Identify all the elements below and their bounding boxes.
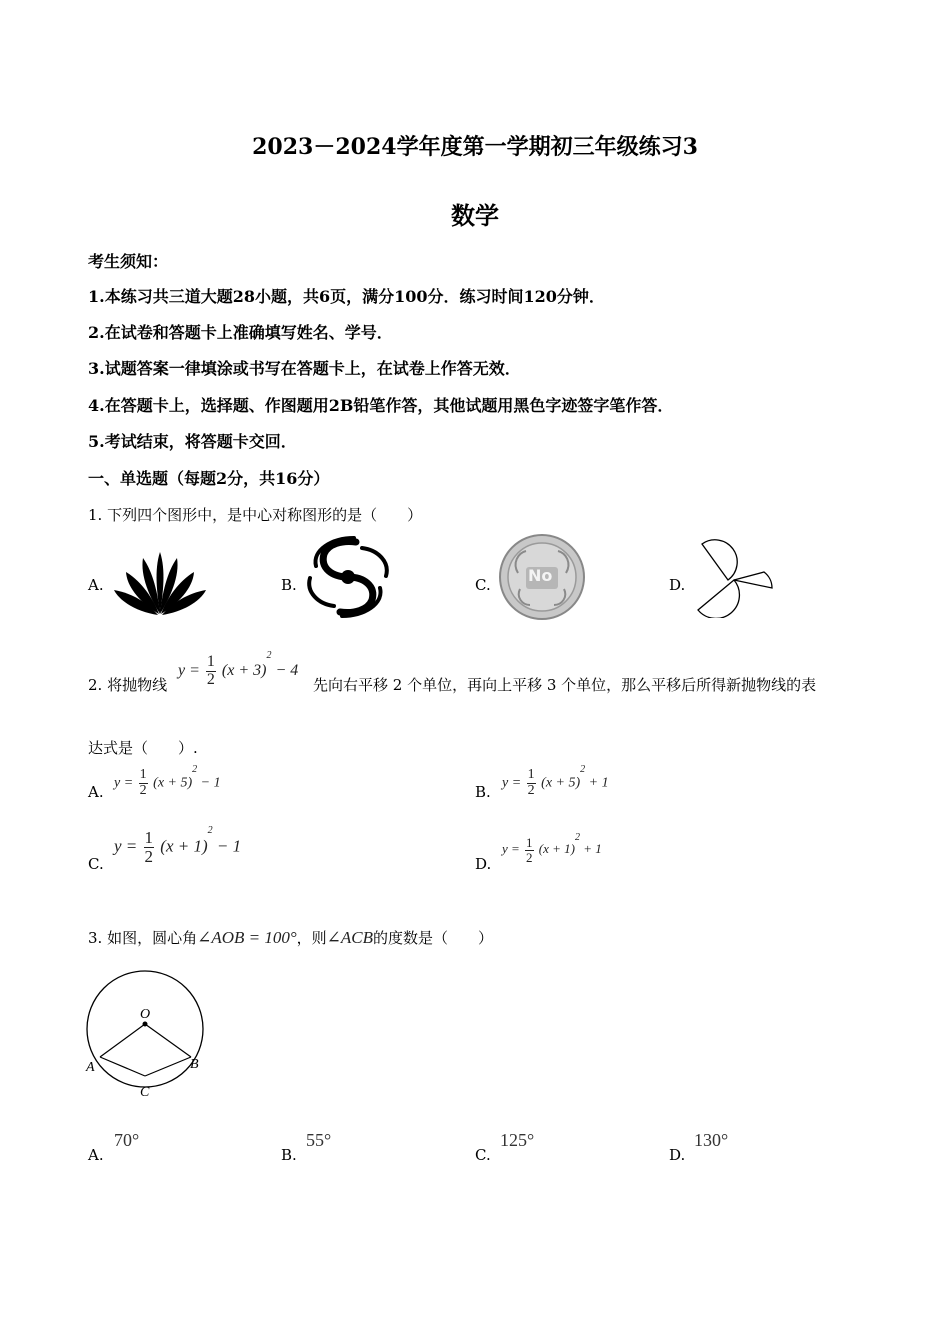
expr-lhs: y =: [114, 836, 138, 856]
q3-suffix: 的度数是（ ）: [373, 929, 494, 947]
expr-den: 2: [527, 782, 535, 798]
expr-exp: 2: [580, 764, 586, 775]
q2-option-b-expr: [502, 764, 609, 798]
expr-den: 2: [206, 670, 215, 688]
q2-option-c-expr: [114, 825, 242, 866]
notice-item: 1.本练习共三道大题28小题，共6页，满分100分．练习时间120分钟．: [88, 287, 605, 306]
notice-item: 4.在答题卡上，选择题、作图题用2B铅笔作答，其他试题用黑色字迹签字笔作答．: [88, 396, 674, 415]
expr-body: (x + 3): [221, 661, 267, 679]
huawei-logo-figure: [110, 548, 210, 618]
question-3-stem: [88, 927, 493, 948]
q3-option-b-value: 55°: [306, 1130, 332, 1150]
expr-den: 2: [144, 846, 154, 866]
expr-lhs: y =: [502, 841, 520, 857]
expr-exp: 2: [266, 650, 272, 661]
point-label-a: A: [86, 1060, 95, 1075]
section-heading: 一、单选题（每题2分，共16分）: [88, 469, 330, 488]
notice-heading: 考生须知：: [88, 252, 169, 271]
q3-option-b-label: B.: [281, 1146, 297, 1164]
q1-option-a-label: A.: [88, 576, 104, 594]
q2-option-d-expr: [502, 832, 602, 865]
expr-exp: 2: [207, 825, 213, 836]
q2-option-a-label: A.: [88, 783, 104, 801]
notice-item: 5.考试结束，将答题卡交回．: [88, 432, 297, 451]
q3-angle-aob: ∠AOB = 100°: [197, 928, 297, 947]
q3-angle-acb: ∠ACB: [326, 928, 374, 947]
expr-tail: − 1: [216, 836, 242, 856]
expr-num: 1: [144, 828, 154, 847]
expr-num: 1: [206, 653, 215, 670]
swirl-logo-figure: [302, 536, 394, 618]
expr-lhs: y =: [502, 775, 522, 791]
q1-option-d-label: D.: [669, 576, 686, 594]
expr-num: 1: [139, 767, 147, 782]
expr-tail: + 1: [588, 775, 609, 791]
expr-tail: + 1: [583, 841, 602, 857]
question-1-stem: 1. 下列四个图形中，是中心对称图形的是（ ）: [88, 506, 423, 524]
q2-expression: [178, 650, 299, 689]
expr-body: (x + 1): [538, 841, 575, 857]
q3-option-c-label: C.: [475, 1146, 491, 1164]
expr-tail: − 1: [200, 775, 221, 791]
q1-option-c-label: C.: [475, 576, 491, 594]
expr-body: (x + 1): [160, 836, 208, 856]
expr-num: 1: [526, 835, 533, 850]
q3-mid: ，则: [296, 929, 327, 947]
q2-option-c-label: C.: [88, 855, 104, 873]
q3-option-c-value: 125°: [500, 1130, 535, 1150]
q2-option-a-expr: [114, 764, 221, 798]
expr-lhs: y =: [114, 775, 134, 791]
q3-option-a-value: 70°: [114, 1130, 140, 1150]
question-2-suffix: 先向右平移 2 个单位，再向上平移 3 个单位，那么平移后所得新抛物线的表: [313, 676, 817, 694]
circle-diagram: [80, 966, 210, 1101]
expr-tail: − 4: [275, 661, 299, 679]
expr-body: (x + 5): [541, 775, 581, 791]
exam-title: 2023－2024学年度第一学期初三年级练习3: [252, 134, 698, 160]
expr-den: 2: [139, 782, 147, 798]
expr-lhs: y =: [178, 661, 200, 679]
q3-option-a-label: A.: [88, 1146, 104, 1164]
expr-exp: 2: [192, 764, 198, 775]
point-label-c: C: [140, 1085, 150, 1100]
notice-item: 3.试题答案一律填涂或书写在答题卡上，在试卷上作答无效．: [88, 359, 521, 378]
q3-prefix: 3. 如图，圆心角: [88, 929, 198, 947]
expr-den: 2: [526, 849, 533, 865]
subject-title: 数学: [451, 201, 499, 230]
q3-option-d-value: 130°: [694, 1130, 729, 1150]
point-label-b: B: [190, 1057, 199, 1072]
expr-body: (x + 5): [153, 775, 193, 791]
q2-option-d-label: D.: [475, 855, 492, 873]
question-2-prefix: 2. 将抛物线: [88, 676, 168, 694]
pinwheel-figure: [694, 538, 774, 618]
point-label-o: O: [140, 1007, 151, 1022]
notice-item: 2.在试卷和答题卡上准确填写姓名、学号．: [88, 323, 393, 342]
coin-text: No: [528, 566, 553, 585]
q2-option-b-label: B.: [475, 783, 491, 801]
question-2-line2: 达式是（ ）.: [88, 739, 198, 757]
expr-num: 1: [527, 767, 535, 782]
q3-option-d-label: D.: [669, 1146, 686, 1164]
q1-option-b-label: B.: [281, 576, 297, 594]
expr-exp: 2: [575, 832, 580, 843]
